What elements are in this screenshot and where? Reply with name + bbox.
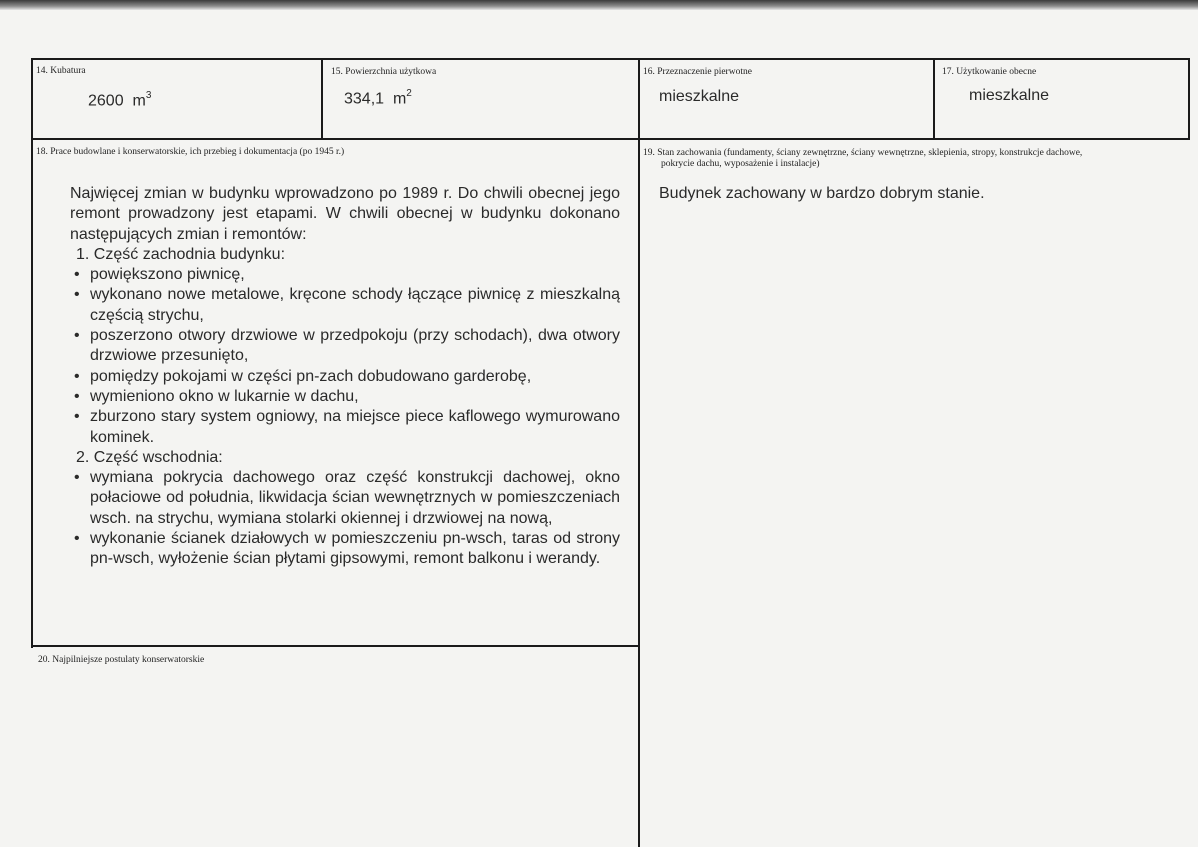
field-19-label-line1: 19. Stan zachowania (fundamenty, ściany zewnętrzne, ściany wewnętrzne, sklepienia, stropy, konstrukcje dachowe, (643, 148, 1083, 158)
grid-line-mid (638, 58, 640, 847)
grid-line-right (1188, 58, 1190, 140)
list-item: • wymieniono okno w lukarnie w dachu, (70, 387, 620, 407)
field-17-label: 17. Użytkowanie obecne (942, 67, 1037, 77)
list-item: • poszerzono otwory drzwiowe w przedpokoju (przy schodach), dwa otwory drzwiowe przesunięto, (70, 326, 620, 367)
works-intro: Najwięcej zmian w budynku wprowadzono po 1989 r. Do chwili obecnej jego remont prowadzony jest etapami. W chwili obecnej w budynku dokonano następujących zmian i remontów: (70, 185, 620, 243)
field-15-unit-exponent: 2 (406, 88, 412, 99)
field-19-value: Budynek zachowany w bardzo dobrym stanie. (659, 185, 985, 202)
west-part-heading: 1. Część zachodnia budynku: (76, 245, 286, 263)
field-15-number: 334,1 (344, 90, 385, 108)
works-description (70, 184, 620, 570)
grid-line-row2-left (32, 645, 640, 647)
list-item: • wykonanie ścianek działowych w pomieszczeniu pn-wsch, taras od strony pn-wsch, wyłożenie ścian płytami gipsowymi, remont balkonu i werandy. (70, 529, 620, 570)
field-18-label: 18. Prace budowlane i konserwatorskie, ich przebieg i dokumentacja (po 1945 r.) (36, 147, 345, 157)
grid-line-left (31, 58, 33, 648)
field-14-unit: m (132, 92, 146, 110)
list-item: • zburzono stary system ogniowy, na miejsce piece kaflowego wymurowano kominek. (70, 407, 620, 448)
field-14-label: 14. Kubatura (36, 66, 86, 76)
field-20-label: 20. Najpilniejsze postulaty konserwatorskie (38, 655, 205, 665)
field-14-unit-exponent: 3 (145, 90, 152, 101)
grid-line-row1 (32, 138, 1190, 140)
list-item: • pomiędzy pokojami w części pn-zach dobudowano garderobę, (70, 367, 620, 387)
grid-line-top (32, 58, 1190, 60)
field-14-value (88, 91, 151, 110)
field-16-value: mieszkalne (659, 88, 740, 105)
list-item: • powiększono piwnicę, (70, 265, 620, 285)
field-19-label-line2: pokrycie dachu, wyposażenie i instalacje) (661, 159, 820, 169)
field-15-label: 15. Powierzchnia użytkowa (331, 67, 437, 77)
east-part-list (70, 468, 620, 569)
field-16-label: 16. Przeznaczenie pierwotne (643, 67, 752, 77)
grid-line-col3 (933, 58, 935, 140)
field-14-number: 2600 (88, 92, 124, 110)
field-15-unit: m (392, 90, 407, 108)
east-part-heading: 2. Część wschodnia: (76, 448, 223, 466)
field-17-value: mieszkalne (969, 87, 1050, 104)
list-item: • wymiana pokrycia dachowego oraz część konstrukcji dachowej, okno połaciowe od południa, likwidacja ścian wewnętrznych w pomieszczeniach wsch. na strychu, wymiana stolarki okiennej i drzwiowej na nową, (70, 468, 620, 529)
field-15-value (344, 89, 412, 108)
list-item: • wykonano nowe metalowe, kręcone schody łączące piwnicę z mieszkalną częścią strychu, (70, 285, 620, 326)
grid-line-col1 (321, 58, 323, 140)
west-part-list (70, 265, 620, 448)
field-19-label (643, 148, 1183, 170)
